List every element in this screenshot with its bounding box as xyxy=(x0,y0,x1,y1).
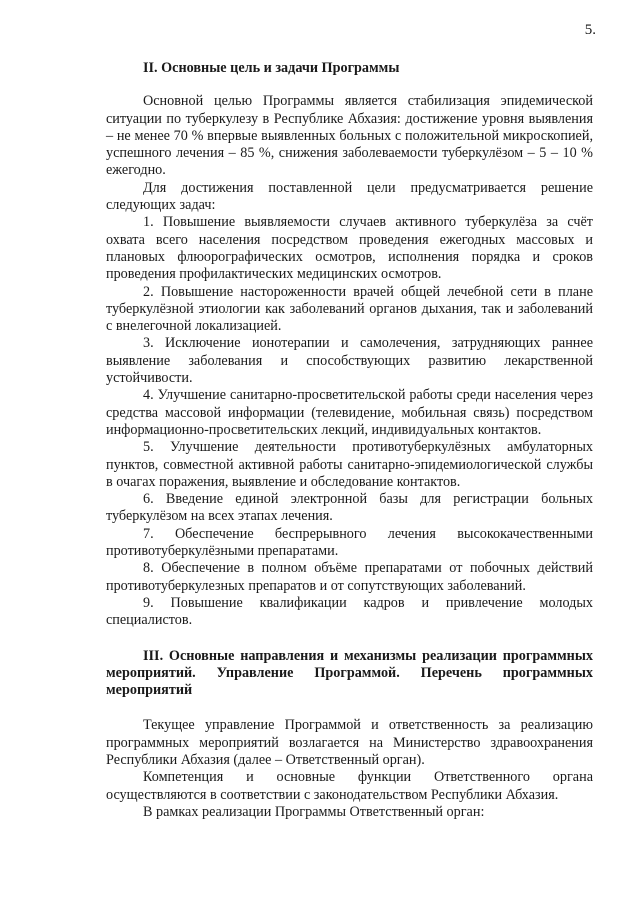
task-item: 8. Обеспечение в полном объёме препаратами от побочных действий противотуберкулезных препаратов и от сопутствующих заболеваний. xyxy=(106,560,593,594)
section-2-intro: Основной целью Программы является стабилизация эпидемической ситуации по туберкулезу в Республике Абхазия: достижение уровня выявления – не менее 70 % впервые выявленных больных с положительной микроскопией, успешного лечения – 85 %, снижения заболеваемости туберкулёзом – 5 – 10 % ежегодно. xyxy=(106,93,593,179)
task-item: 4. Улучшение санитарно-просветительской работы среди населения через средства массовой информации (телевидение, мобильная связь) посредством информационно-просветительских лекций, индивидуальных контактов. xyxy=(106,387,593,438)
task-item: 7. Обеспечение беспрерывного лечения высококачественными противотуберкулёзными препаратами. xyxy=(106,525,593,560)
section-2-lead: Для достижения поставленной цели предусматривается решение следующих задач: xyxy=(106,179,593,214)
task-item: 1. Повышение выявляемости случаев активного туберкулёза за счёт охвата всего населения посредством проведения ежегодных массовых и плановых флюорографических осмотров, исполнения порядка и сроков проведения профилактических медицинских осмотров. xyxy=(106,214,593,283)
task-item: 6. Введение единой электронной базы для регистрации больных туберкулёзом на всех этапах лечения. xyxy=(106,491,593,525)
section-3-paragraph: Текущее управление Программой и ответственность за реализацию программных мероприятий возлагается на Министерство здравоохранения Республики Абхазия (далее – Ответственный орган). xyxy=(106,717,593,768)
document-body xyxy=(106,60,593,821)
section-3-title: III. Основные направления и механизмы реализации программных мероприятий. Управление Программой. Перечень программных мероприятий xyxy=(106,647,593,699)
task-item: 5. Улучшение деятельности противотуберкулёзных амбулаторных пунктов, совместной активной работы санитарно-эпидемиологической службы в очагах поражения, выявление и обследование контактов. xyxy=(106,439,593,490)
section-3-paragraph: Компетенция и основные функции Ответственного органа осуществляются в соответствии с законодательством Республики Абхазия. xyxy=(106,769,593,803)
section-3-paragraph: В рамках реализации Программы Ответственный орган: xyxy=(143,803,485,820)
page-number: 5. xyxy=(584,22,596,38)
task-item: 3. Исключение ионотерапии и самолечения, затрудняющих раннее выявление заболевания и способствующих развитию лекарственной устойчивости. xyxy=(106,335,593,387)
task-item: 2. Повышение настороженности врачей общей лечебной сети в плане туберкулёзной этиологии как заболеваний органов дыхания, так и заболеваний с внелегочной локализацией. xyxy=(106,283,593,335)
section-2-title: II. Основные цель и задачи Программы xyxy=(143,60,400,76)
task-item: 9. Повышение квалификации кадров и привлечение молодых специалистов. xyxy=(106,594,593,629)
